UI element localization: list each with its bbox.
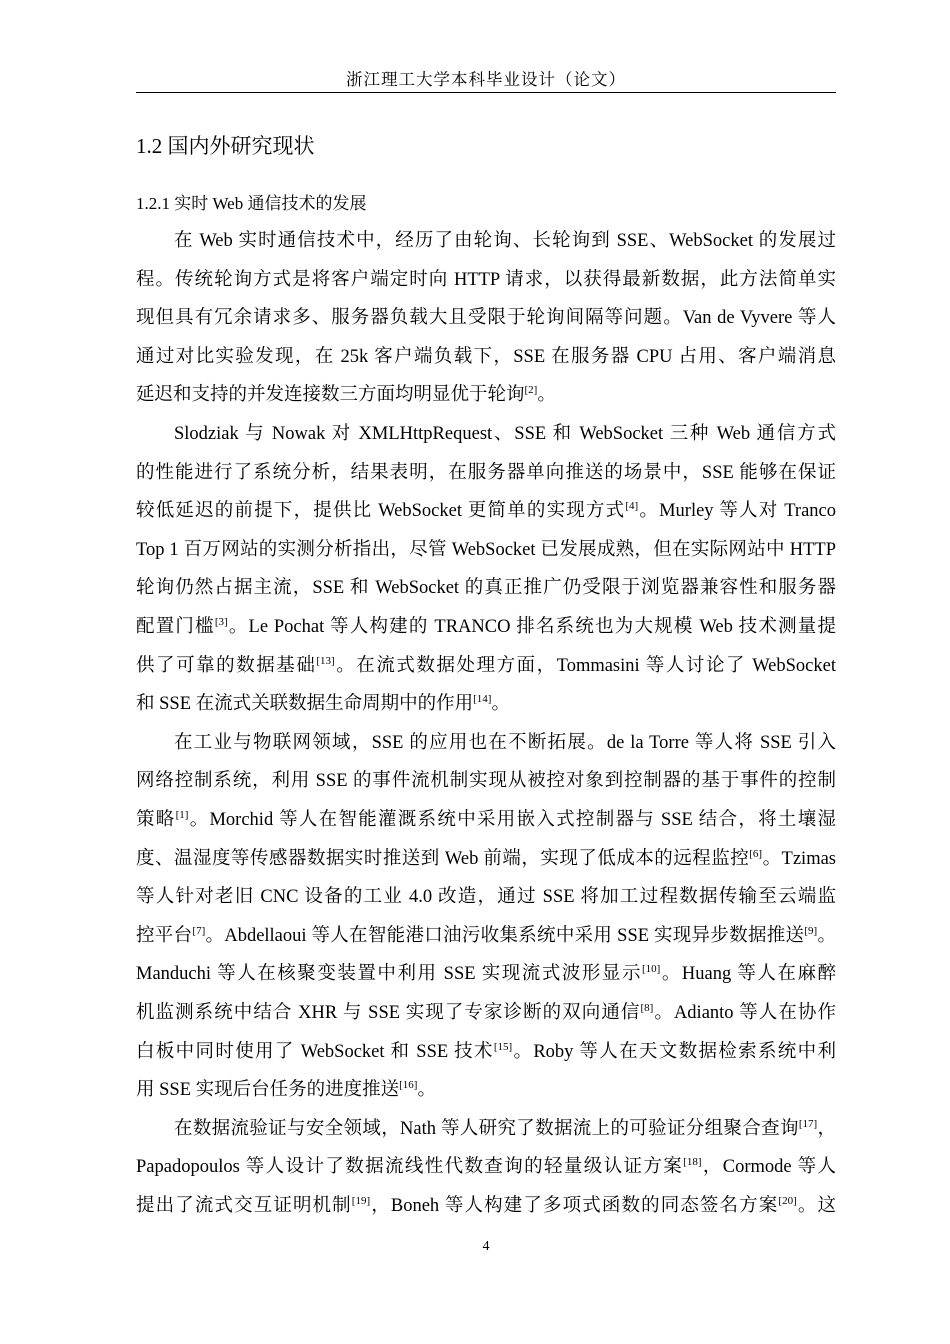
text-run: 。 — [417, 1080, 436, 1101]
text-line — [136, 692, 836, 716]
citation-ref: [16] — [399, 1079, 418, 1092]
text-line — [136, 654, 836, 678]
citation-ref: [19] — [351, 1194, 371, 1207]
citation-ref: [7] — [192, 924, 206, 937]
citation-ref: [18] — [683, 1156, 702, 1169]
text-line — [136, 576, 836, 600]
citation-ref: [3] — [214, 615, 228, 628]
text-line — [136, 615, 836, 639]
text-run: 用 SSE 实现后台任务的进度推送 — [136, 1080, 400, 1101]
text-run: 和 SSE 在流式关联数据生命周期中的作用 — [136, 694, 474, 715]
text-run: 。 — [491, 694, 510, 715]
text-run: 。Le Pochat 等人构建的 TRANCO 排名系统也为大规模 Web 技术测量提 — [227, 617, 836, 637]
text-run: 网络控制系统，利用 SSE 的事件流机制实现从被控对象到控制器的基于事件的控制 — [136, 771, 836, 792]
text-run: 。Murley 等人对 Tranco — [638, 501, 837, 522]
text-line — [136, 885, 836, 909]
text-run: 度、温湿度等传感器数据实时推送到 Web 前端，实现了低成本的远程监控 — [136, 848, 750, 869]
citation-ref: [6] — [749, 847, 763, 860]
text-line — [136, 383, 836, 407]
header-rule — [136, 92, 836, 93]
text-line — [174, 731, 836, 755]
citation-ref: [9] — [804, 924, 818, 937]
text-line — [136, 1001, 836, 1025]
text-run: 程。传统轮询方式是将客户端定时向 HTTP 请求，以获得最新数据，此方法简单实 — [136, 269, 836, 290]
section-title: 1.2 国内外研究现状 — [136, 134, 315, 158]
citation-ref: [15] — [493, 1040, 513, 1053]
text-line — [136, 1078, 836, 1102]
text-run: 的性能进行了系统分析，结果表明，在服务器单向推送的场景中，SSE 能够在保证 — [136, 462, 836, 483]
text-run: 配置门槛 — [136, 617, 215, 637]
text-line — [136, 538, 836, 562]
text-run: 供了可靠的数据基础 — [136, 655, 317, 676]
text-line — [136, 1040, 836, 1064]
citation-ref: [1] — [175, 808, 189, 821]
text-line — [136, 268, 836, 292]
text-line — [136, 345, 836, 369]
text-line — [136, 808, 836, 832]
text-run: 。这 — [796, 1196, 836, 1216]
text-run: 白板中同时使用了 WebSocket 和 SSE 技术 — [136, 1041, 494, 1062]
text-run: 。Huang 等人在麻醉 — [660, 964, 836, 985]
text-run: 现但具有冗余请求多、服务器负载大且受限于轮询间隔等问题。Van de Vyvere 等人 — [136, 308, 836, 329]
text-run: 。Morchid 等人在智能灌溉系统中采用嵌入式控制器与 SSE 结合，将土壤湿 — [188, 810, 836, 830]
citation-ref: [2] — [524, 384, 538, 397]
text-run: 。Roby 等人在天文数据检索系统中利 — [512, 1041, 836, 1062]
text-run: Slodziak 与 Nowak 对 XMLHttpRequest、SSE 和 WebSocket 三种 Web 通信方式 — [174, 424, 836, 444]
text-line — [136, 499, 836, 523]
citation-ref: [14] — [473, 693, 492, 706]
text-run: 。Abdellaoui 等人在智能港口油污收集系统中采用 SSE 实现异步数据推送 — [205, 925, 805, 946]
text-run: 在 Web 实时通信技术中，经历了由轮询、长轮询到 SSE、WebSocket 的发展过 — [174, 231, 836, 251]
text-run: Manduchi 等人在核聚变装置中利用 SSE 实现流式波形显示 — [136, 964, 642, 985]
running-header: 浙江理工大学本科毕业设计（论文） — [346, 70, 626, 89]
text-run: 通过对比实验发现，在 25k 客户端负载下，SSE 在服务器 CPU 占用、客户端消息 — [136, 346, 836, 367]
text-run: Top 1 百万网站的实测分析指出，尽管 WebSocket 已发展成熟，但在实际网站中 HTTP — [136, 539, 836, 560]
text-run: 提出了流式交互证明机制 — [136, 1196, 352, 1216]
text-line — [174, 422, 836, 446]
citation-ref: [20] — [778, 1194, 797, 1207]
text-run: 延迟和支持的并发连接数三方面均明显优于轮询 — [136, 385, 525, 406]
text-run: ，Boneh 等人构建了多项式函数的同态签名方案 — [370, 1196, 779, 1216]
text-line — [136, 962, 836, 986]
subsection-title: 1.2.1 实时 Web 通信技术的发展 — [136, 194, 367, 213]
text-run: 。 — [817, 925, 836, 946]
text-run: 策略 — [136, 810, 176, 830]
text-line — [136, 847, 836, 871]
text-line — [136, 1194, 836, 1218]
text-run: 。Tzimas — [762, 848, 837, 869]
text-run: ，Cormode 等人 — [701, 1157, 836, 1178]
citation-ref: [17] — [798, 1117, 818, 1130]
text-line — [136, 924, 836, 948]
text-run: 。 — [537, 385, 556, 406]
citation-ref: [10] — [641, 963, 661, 976]
text-line — [136, 461, 836, 485]
citation-ref: [4] — [625, 500, 639, 513]
text-run: 在工业与物联网领域，SSE 的应用也在不断拓展。de la Torre 等人将 SSE 引入 — [174, 732, 836, 753]
text-line — [174, 1117, 836, 1141]
text-run: ， — [817, 1118, 836, 1139]
text-line — [174, 229, 836, 253]
text-line — [136, 1155, 836, 1179]
text-run: 。Adianto 等人在协作 — [653, 1003, 836, 1023]
text-run: 在数据流验证与安全领域，Nath 等人研究了数据流上的可验证分组聚合查询 — [174, 1118, 799, 1139]
text-run: Papadopoulos 等人设计了数据流线性代数查询的轻量级认证方案 — [136, 1157, 684, 1178]
text-run: 机监测系统中结合 XHR 与 SSE 实现了专家诊断的双向通信 — [136, 1003, 641, 1023]
text-run: 。在流式数据处理方面，Tommasini 等人讨论了 WebSocket — [334, 655, 836, 676]
text-run: 控平台 — [136, 925, 193, 946]
text-line — [136, 769, 836, 793]
text-run: 较低延迟的前提下，提供比 WebSocket 更简单的实现方式 — [136, 501, 626, 522]
page-number: 4 — [482, 1239, 490, 1254]
text-run: 等人针对老旧 CNC 设备的工业 4.0 改造，通过 SSE 将加工过程数据传输至云端监 — [136, 887, 836, 908]
text-line — [136, 306, 836, 330]
text-run: 轮询仍然占据主流，SSE 和 WebSocket 的真正推广仍受限于浏览器兼容性和服务器 — [136, 578, 836, 599]
citation-ref: [8] — [640, 1001, 654, 1014]
citation-ref: [13] — [316, 654, 335, 667]
